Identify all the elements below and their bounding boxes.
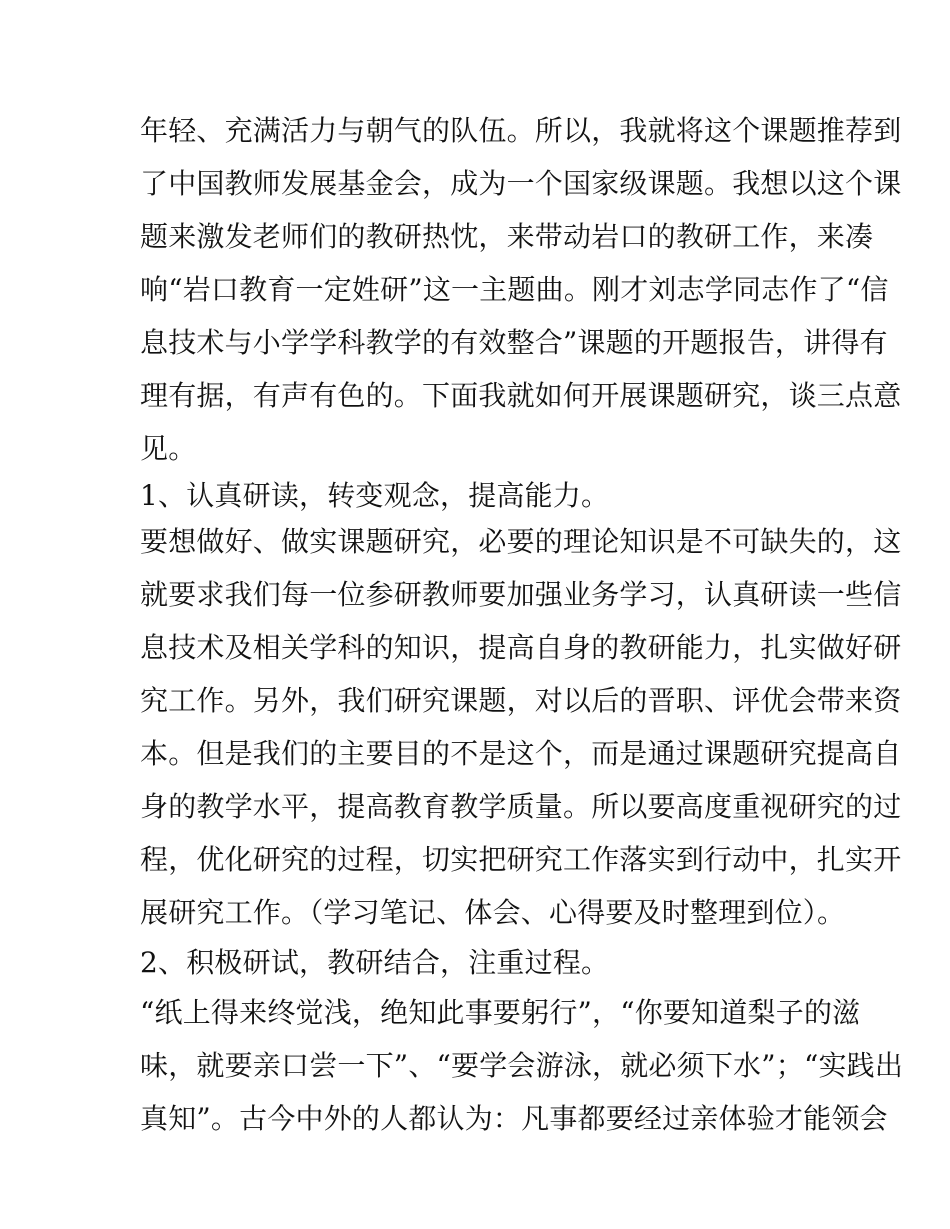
text-line: 展研究工作。（学习笔记、体会、心得要及时整理到位）。 [140, 896, 846, 929]
text-line: 年轻、充满活力与朝气的队伍。所以，我就将这个课题推荐到 [140, 114, 902, 147]
section-heading-1: 1、认真研读，转变观念，提高能力。 [140, 479, 610, 512]
text-line: 理有据，有声有色的。下面我就如何开展课题研究，谈三点意 [140, 379, 902, 412]
section-heading-2: 2、积极研试，教研结合，注重过程。 [140, 946, 610, 979]
text-line: 了中国教师发展基金会，成为一个国家级课题。我想以这个课 [140, 167, 902, 200]
text-line: 见。 [140, 432, 197, 465]
text-line: 本。但是我们的主要目的不是这个，而是通过课题研究提高自 [140, 737, 902, 770]
text-line: 息技术与小学学科教学的有效整合”课题的开题报告，讲得有 [140, 326, 888, 359]
text-line: 味，就要亲口尝一下”、“要学会游泳，就必须下水”；“实践出 [140, 1049, 904, 1082]
text-line: 身的教学水平，提高教育教学质量。所以要高度重视研究的过 [140, 790, 902, 823]
text-line: 息技术及相关学科的知识，提高自身的教研能力，扎实做好研 [140, 631, 902, 664]
text-line: 题来激发老师们的教研热忱，来带动岩口的教研工作，来凑 [140, 220, 874, 253]
text-line: 响“岩口教育一定姓研”这一主题曲。刚才刘志学同志作了“信 [140, 273, 889, 306]
text-line: 要想做好、做实课题研究，必要的理论知识是不可缺失的，这 [140, 525, 902, 558]
text-line: 程，优化研究的过程，切实把研究工作落实到行动中，扎实开 [140, 843, 902, 876]
text-line: 究工作。另外，我们研究课题，对以后的晋职、评优会带来资 [140, 684, 902, 717]
text-line: 真知”。古今中外的人都认为：凡事都要经过亲体验才能领会 [140, 1102, 888, 1135]
text-line: 就要求我们每一位参研教师要加强业务学习，认真研读一些信 [140, 578, 902, 611]
text-line: “纸上得来终觉浅，绝知此事要躬行”，“你要知道梨子的滋 [140, 996, 861, 1029]
